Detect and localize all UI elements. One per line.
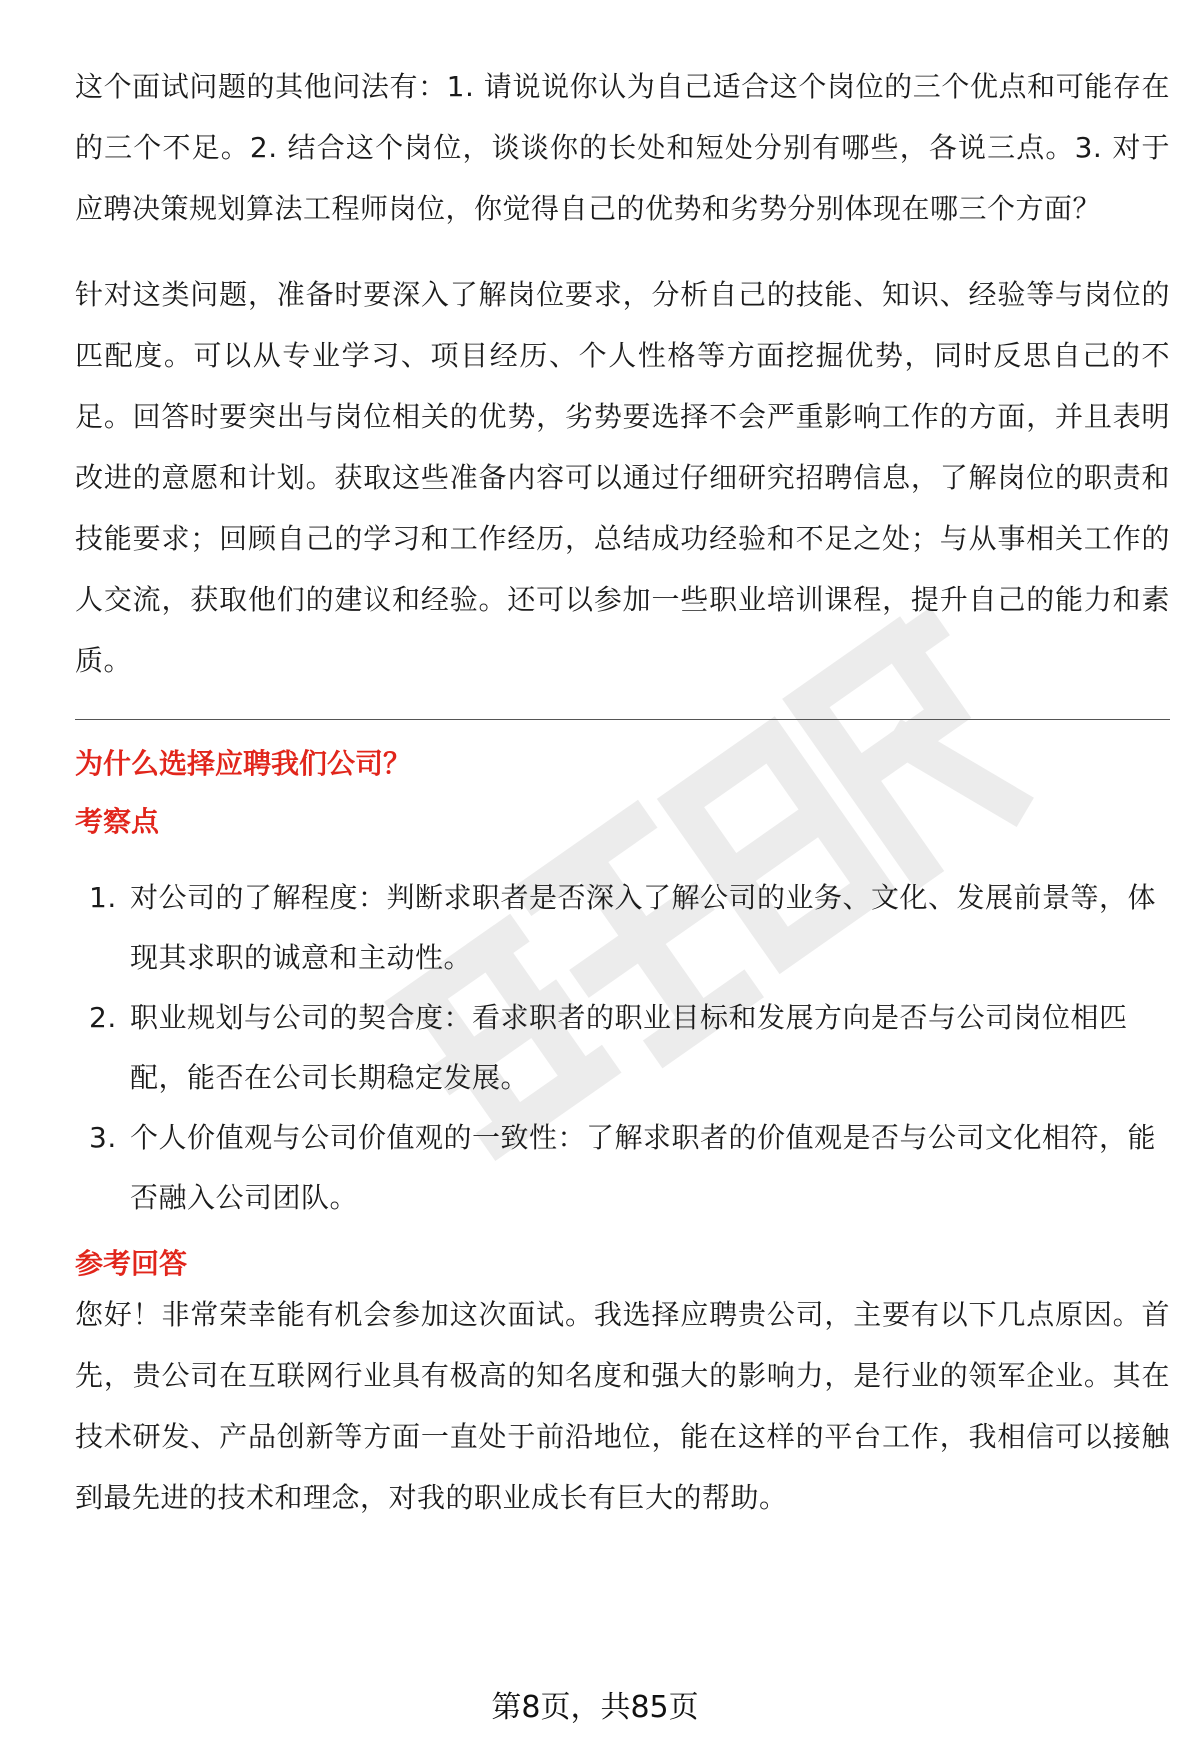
- list-item-number: 3.: [89, 1121, 117, 1154]
- main-content: [75, 56, 1170, 1528]
- question-title: 为什么选择应聘我们公司？: [75, 747, 412, 780]
- list-item-number: 2.: [89, 1001, 117, 1034]
- preparation-advice-paragraph: 针对这类问题，准备时要深入了解岗位要求，分析自己的技能、知识、经验等与岗位的匹配度。可以从专业学习、项目经历、个人性格等方面挖掘优势，同时反思自己的不足。回答时要突出与岗位相关的优势，劣势要选择不会严重影响工作的方面，并且表明改进的意愿和计划。获取这些准备内容可以通过仔细研究招聘信息，了解岗位的职责和技能要求；回顾自己的学习和工作经历，总结成功经验和不足之处；与从事相关工作的人交流，获取他们的建议和经验。还可以参加一些职业培训课程，提升自己的能力和素质。: [75, 278, 1170, 677]
- list-item: [75, 868, 1170, 988]
- reference-answer-heading: 参考回答: [75, 1247, 188, 1280]
- other-phrasings-paragraph: 这个面试问题的其他问法有：1. 请说说你认为自己适合这个岗位的三个优点和可能存在的三个不足。2. 结合这个岗位，谈谈你的长处和短处分别有哪些，各说三点。3. 对于应聘决策规划算法工程师岗位，你觉得自己的优势和劣势分别体现在哪三个方面？: [75, 70, 1170, 225]
- list-item-text: 职业规划与公司的契合度：看求职者的职业目标和发展方向是否与公司岗位相匹配，能否在公司长期稳定发展。: [130, 1001, 1128, 1094]
- assessment-points-heading: 考察点: [75, 805, 160, 838]
- list-item: [75, 1108, 1170, 1228]
- page-number: 第8页，共85页: [491, 1690, 699, 1725]
- section-divider: [75, 719, 1170, 720]
- assessment-points-list: [75, 868, 1170, 1228]
- list-item-text: 对公司的了解程度：判断求职者是否深入了解公司的业务、文化、发展前景等，体现其求职的诚意和主动性。: [130, 881, 1157, 974]
- reference-answer-paragraph: 您好！非常荣幸能有机会参加这次面试。我选择应聘贵公司，主要有以下几点原因。首先，贵公司在互联网行业具有极高的知名度和强大的影响力，是行业的领军企业。其在技术研发、产品创新等方面一直处于前沿地位，能在这样的平台工作，我相信可以接触到最先进的技术和理念，对我的职业成长有巨大的帮助。: [75, 1298, 1170, 1514]
- list-item: [75, 988, 1170, 1108]
- list-item-number: 1.: [89, 881, 117, 914]
- list-item-text: 个人价值观与公司价值观的一致性：了解求职者的价值观是否与公司文化相符，能否融入公司团队。: [130, 1121, 1157, 1214]
